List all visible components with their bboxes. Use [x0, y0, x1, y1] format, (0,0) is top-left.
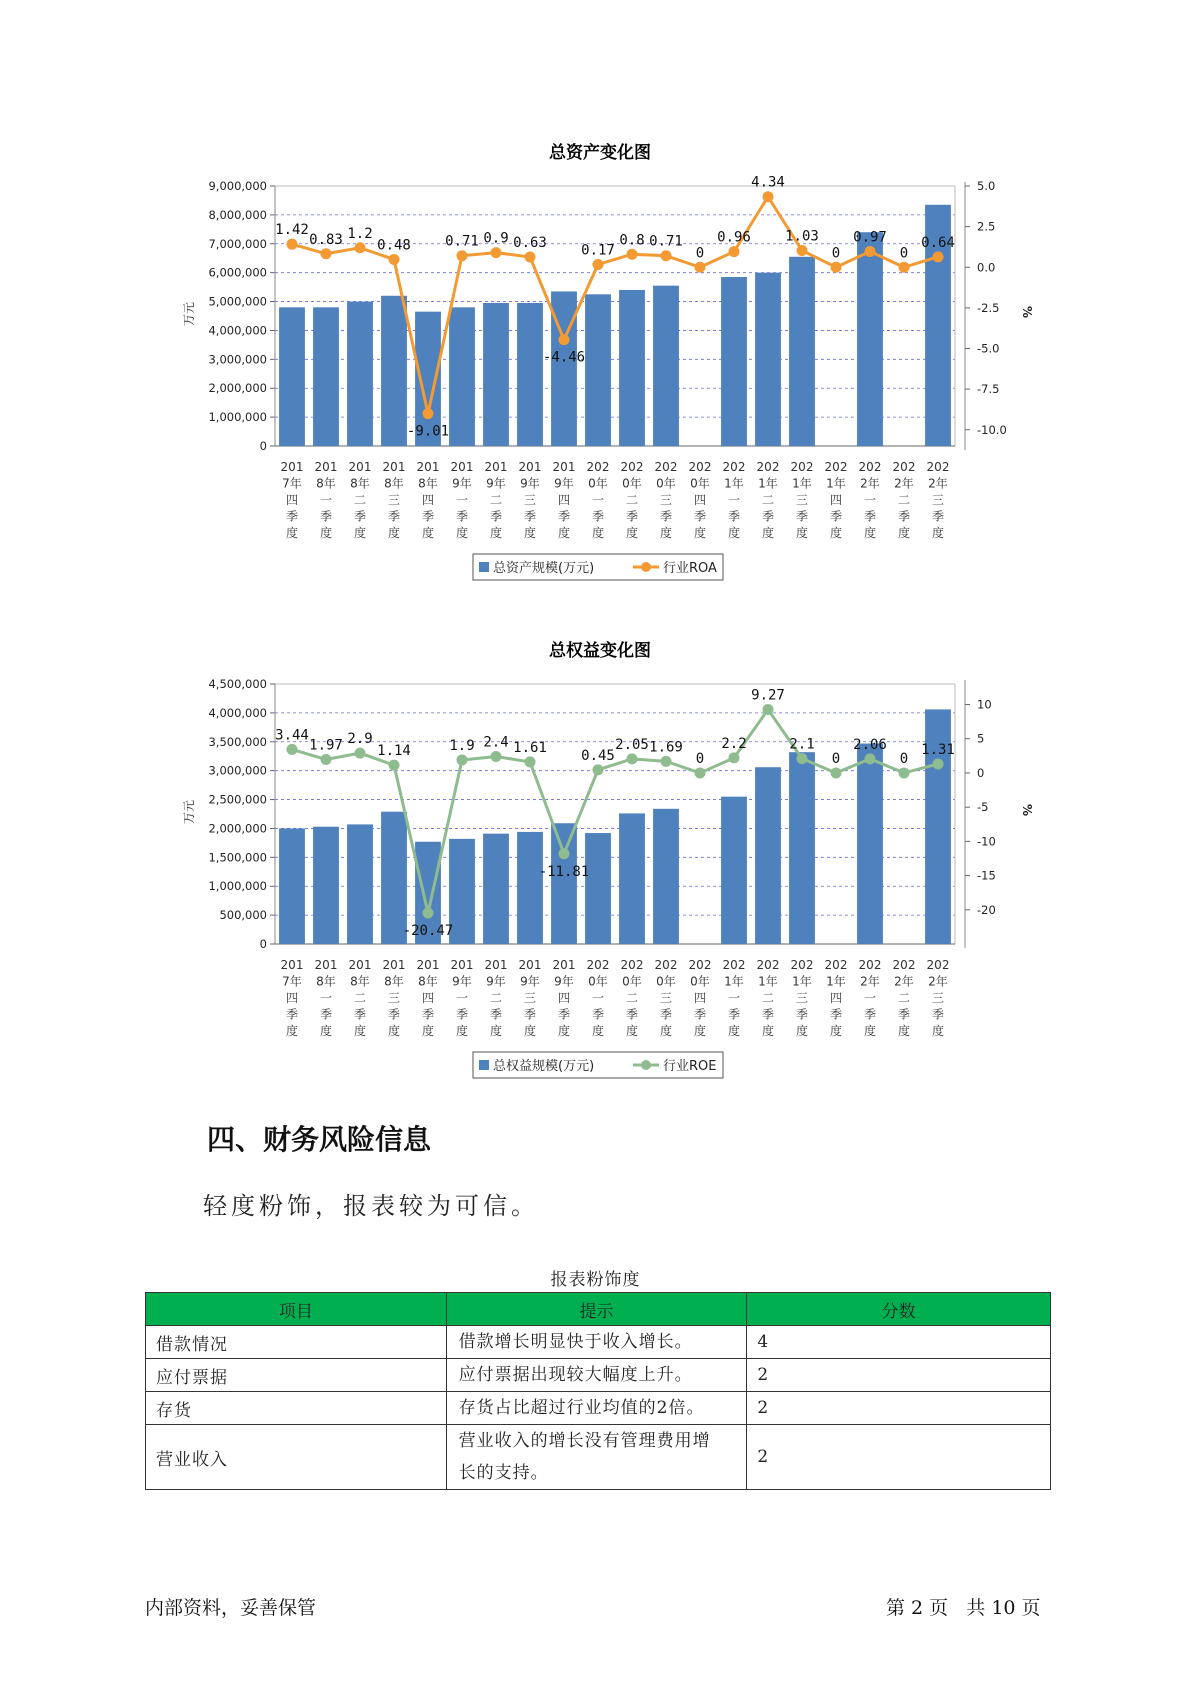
x-tick-label: 201 9年四季度 — [552, 958, 576, 1038]
ratio-point — [899, 262, 910, 273]
x-tick-label: 201 8年二季度 — [348, 958, 372, 1038]
data-label: 3.44 — [275, 727, 309, 744]
x-tick-label: 202 0年一季度 — [586, 958, 610, 1038]
data-label: 1.9 — [449, 737, 475, 754]
ratio-point — [763, 704, 774, 715]
bar — [619, 290, 645, 446]
legend-line-marker — [641, 1060, 651, 1070]
data-label: 1.14 — [377, 743, 411, 760]
data-label: -11.81 — [538, 863, 590, 880]
y-tick-label: 1,000,000 — [208, 879, 267, 894]
bar — [449, 307, 475, 446]
y2-tick-label: -10 — [977, 834, 996, 849]
bar — [755, 767, 781, 944]
data-label: 1.97 — [309, 737, 343, 754]
y2-tick-label: 10 — [977, 697, 992, 712]
ratio-point — [355, 748, 366, 759]
x-tick-label: 202 2年二季度 — [892, 460, 916, 540]
data-label: 9.27 — [751, 687, 785, 704]
x-tick-label: 202 1年三季度 — [790, 460, 814, 540]
ratio-point — [457, 754, 468, 765]
x-tick-label: 201 8年三季度 — [382, 460, 406, 540]
ratio-point — [593, 764, 604, 775]
table-header-cell: 提示 — [446, 1293, 747, 1326]
ratio-point — [865, 246, 876, 257]
y-tick-label: 6,000,000 — [208, 265, 267, 280]
x-tick-label: 202 0年四季度 — [688, 460, 712, 540]
total-equity-chart — [0, 628, 1191, 1098]
y2-tick-label: -7.5 — [977, 382, 1000, 397]
ratio-point — [321, 248, 332, 259]
footer-page-number: 第 2 页 共 10 页 — [886, 1597, 1041, 1619]
data-label: 0.8 — [619, 232, 645, 249]
x-tick-label: 202 0年二季度 — [620, 958, 644, 1038]
table-row — [146, 1359, 1051, 1392]
y2-tick-label: -20 — [977, 902, 996, 917]
legend-line-label: 行业ROE — [663, 1059, 717, 1074]
x-tick-label: 202 2年三季度 — [926, 958, 950, 1038]
bar — [483, 303, 509, 446]
data-label: 1.03 — [785, 228, 819, 245]
ratio-point — [831, 767, 842, 778]
x-tick-label: 202 2年三季度 — [926, 460, 950, 540]
data-label: 2.2 — [721, 735, 747, 752]
ratio-point — [695, 262, 706, 273]
x-tick-label: 202 1年四季度 — [824, 460, 848, 540]
ratio-point — [661, 250, 672, 261]
data-label: 0.17 — [581, 242, 615, 259]
y2-tick-label: 5 — [977, 731, 985, 746]
data-label: 1.69 — [649, 739, 683, 756]
ratio-point — [491, 247, 502, 258]
x-tick-label: 201 8年四季度 — [416, 958, 440, 1038]
y2-tick-label: -2.5 — [977, 300, 1000, 315]
table-header-cell: 分数 — [747, 1293, 1051, 1326]
legend-line-label: 行业ROA — [663, 561, 717, 576]
y2-tick-label: 2.5 — [977, 219, 996, 234]
y-tick-label: 3,000,000 — [208, 352, 267, 367]
data-label: 0.83 — [309, 231, 343, 248]
data-label: 0 — [899, 750, 909, 767]
ratio-point — [899, 767, 910, 778]
table-cell-score: 2 — [747, 1359, 1051, 1392]
table-header-row — [146, 1293, 1051, 1326]
ratio-point — [661, 756, 672, 767]
data-label: 0.64 — [921, 234, 955, 251]
ratio-point — [389, 254, 400, 265]
ratio-point — [763, 191, 774, 202]
table-row — [146, 1326, 1051, 1359]
y2-tick-label: 5.0 — [977, 179, 996, 193]
bar — [483, 834, 509, 944]
ratio-point — [389, 760, 400, 771]
y-tick-label: 9,000,000 — [208, 179, 267, 193]
y-tick-label: 2,000,000 — [208, 821, 267, 836]
ratio-point — [287, 744, 298, 755]
bar — [857, 232, 883, 446]
data-label: 1.42 — [275, 222, 309, 239]
x-tick-label: 202 0年四季度 — [688, 958, 712, 1038]
x-tick-label: 201 8年四季度 — [416, 460, 440, 540]
footer-confidential-note: 内部资料，妥善保管 — [145, 1597, 317, 1619]
data-label: 0.63 — [513, 235, 547, 252]
bar — [381, 296, 407, 446]
table-cell-score: 2 — [747, 1425, 1051, 1490]
ratio-point — [933, 758, 944, 769]
x-tick-label: 202 1年三季度 — [790, 958, 814, 1038]
y2-tick-label: 0 — [977, 765, 985, 780]
x-tick-label: 202 1年四季度 — [824, 958, 848, 1038]
data-label: 4.34 — [751, 174, 785, 191]
data-label: 0.71 — [445, 233, 479, 250]
y-tick-label: 0 — [259, 439, 267, 453]
data-label: 0.71 — [649, 233, 683, 250]
data-label: 0 — [695, 750, 705, 767]
table-cell-score: 4 — [747, 1326, 1051, 1359]
legend-line-marker — [641, 562, 651, 572]
data-label: -4.46 — [542, 349, 586, 366]
y-tick-label: 5,000,000 — [208, 294, 267, 309]
total-assets-chart — [0, 130, 1191, 600]
table-cell-score: 2 — [747, 1392, 1051, 1425]
y2-tick-label: 0.0 — [977, 260, 996, 275]
data-label: 2.9 — [347, 731, 373, 748]
chart-title: 总权益变化图 — [549, 641, 651, 661]
x-tick-label: 202 0年一季度 — [586, 460, 610, 540]
x-tick-label: 201 9年一季度 — [450, 958, 474, 1038]
bar — [721, 277, 747, 446]
ratio-point — [627, 753, 638, 764]
bar — [517, 303, 543, 446]
bar — [313, 827, 339, 944]
y-tick-label: 4,000,000 — [208, 323, 267, 338]
data-label: 0.97 — [853, 229, 887, 246]
ratio-point — [729, 752, 740, 763]
x-tick-label: 201 9年二季度 — [484, 958, 508, 1038]
x-tick-label: 201 7年四季度 — [280, 958, 304, 1038]
ratio-point — [423, 908, 434, 919]
x-tick-label: 202 2年一季度 — [858, 460, 882, 540]
x-tick-label: 202 0年三季度 — [654, 460, 678, 540]
ratio-point — [865, 753, 876, 764]
data-label: 2.05 — [615, 736, 649, 753]
x-tick-label: 202 1年二季度 — [756, 958, 780, 1038]
data-label: -20.47 — [402, 923, 454, 940]
table-row — [146, 1392, 1051, 1425]
y-tick-label: 0 — [259, 937, 267, 951]
legend-bar-swatch — [479, 1060, 489, 1070]
y-tick-label: 3,500,000 — [208, 734, 267, 749]
ratio-point — [797, 245, 808, 256]
data-label: 1.2 — [347, 225, 373, 242]
table-cell-hint: 存货占比超过行业均值的2倍。 — [446, 1392, 747, 1425]
table-cell-hint: 借款增长明显快于收入增长。 — [446, 1326, 747, 1359]
bar — [755, 273, 781, 446]
y2-tick-label: -5.0 — [977, 341, 1000, 356]
x-tick-label: 201 9年三季度 — [518, 958, 542, 1038]
x-tick-label: 202 1年一季度 — [722, 460, 746, 540]
table-row — [146, 1425, 1051, 1490]
bar — [585, 833, 611, 944]
table-header-cell: 项目 — [146, 1293, 447, 1326]
y-tick-label: 1,000,000 — [208, 410, 267, 425]
ratio-point — [355, 242, 366, 253]
ratio-point — [525, 252, 536, 263]
y-tick-label: 500,000 — [219, 908, 267, 923]
table-cell-item: 借款情况 — [146, 1326, 447, 1359]
y-tick-label: 2,000,000 — [208, 381, 267, 396]
chart-title: 总资产变化图 — [549, 143, 651, 163]
ratio-point — [559, 334, 570, 345]
table-caption: 报表粉饰度 — [550, 1270, 641, 1290]
y-tick-label: 2,500,000 — [208, 792, 267, 807]
y2-axis-label: % — [1020, 804, 1034, 817]
data-label: 0.45 — [581, 747, 615, 764]
ratio-point — [559, 848, 570, 859]
ratio-point — [627, 249, 638, 260]
y2-tick-label: -15 — [977, 868, 996, 883]
y-tick-label: 8,000,000 — [208, 207, 267, 222]
y2-tick-label: -5 — [977, 800, 989, 815]
section-heading: 四、财务风险信息 — [207, 1123, 432, 1156]
x-tick-label: 201 9年一季度 — [450, 460, 474, 540]
bar — [585, 294, 611, 446]
ratio-point — [321, 754, 332, 765]
bar — [279, 828, 305, 944]
risk-table — [145, 1292, 1051, 1490]
y-tick-label: 3,000,000 — [208, 763, 267, 778]
x-tick-label: 202 0年二季度 — [620, 460, 644, 540]
bar — [279, 307, 305, 446]
bar — [619, 813, 645, 944]
bar — [517, 832, 543, 944]
data-label: 0.9 — [483, 230, 509, 247]
bar — [789, 752, 815, 944]
x-tick-label: 201 9年三季度 — [518, 460, 542, 540]
table-cell-hint-line: 长的支持。 — [458, 1463, 549, 1483]
table-cell-item: 存货 — [146, 1392, 447, 1425]
x-tick-label: 202 1年二季度 — [756, 460, 780, 540]
y2-axis-label: % — [1020, 306, 1034, 319]
legend-bar-swatch — [479, 562, 489, 572]
ratio-point — [729, 246, 740, 257]
legend-bar-label: 总资产规模(万元) — [493, 561, 595, 576]
bar — [653, 809, 679, 944]
data-label: 0.48 — [377, 237, 411, 254]
x-tick-label: 202 2年一季度 — [858, 958, 882, 1038]
y2-tick-label: -10.0 — [977, 422, 1007, 437]
ratio-point — [287, 239, 298, 250]
y-tick-label: 1,500,000 — [208, 850, 267, 865]
y-tick-label: 7,000,000 — [208, 236, 267, 251]
ratio-point — [491, 751, 502, 762]
ratio-point — [933, 251, 944, 262]
table-cell-hint — [446, 1425, 747, 1490]
ratio-point — [831, 262, 842, 273]
data-label: 1.61 — [513, 739, 547, 756]
bar — [313, 307, 339, 446]
bar — [857, 744, 883, 944]
bar — [347, 302, 373, 446]
x-tick-label: 201 8年二季度 — [348, 460, 372, 540]
data-label: -9.01 — [406, 423, 450, 440]
x-tick-label: 202 2年二季度 — [892, 958, 916, 1038]
bar — [789, 257, 815, 446]
data-label: 0 — [695, 245, 705, 262]
data-label: 0.96 — [717, 229, 751, 246]
y-axis-label: 万元 — [182, 301, 196, 326]
x-tick-label: 202 1年一季度 — [722, 958, 746, 1038]
data-label: 2.1 — [789, 736, 815, 753]
bar — [721, 797, 747, 944]
bar — [551, 823, 577, 944]
ratio-point — [593, 259, 604, 270]
data-label: 2.4 — [483, 734, 509, 751]
x-tick-label: 201 9年二季度 — [484, 460, 508, 540]
legend-bar-label: 总权益规模(万元) — [493, 1059, 595, 1074]
x-tick-label: 201 8年三季度 — [382, 958, 406, 1038]
table-cell-hint-line: 营业收入的增长没有管理费用增 — [458, 1431, 711, 1451]
x-tick-label: 201 9年四季度 — [552, 460, 576, 540]
table-cell-hint: 应付票据出现较大幅度上升。 — [446, 1359, 747, 1392]
x-tick-label: 202 0年三季度 — [654, 958, 678, 1038]
data-label: 1.31 — [921, 741, 955, 758]
data-label: 0 — [899, 245, 909, 262]
bar — [653, 286, 679, 446]
data-label: 2.06 — [853, 736, 887, 753]
x-tick-label: 201 7年四季度 — [280, 460, 304, 540]
ratio-point — [797, 753, 808, 764]
bar — [347, 824, 373, 944]
ratio-point — [457, 250, 468, 261]
x-tick-label: 201 8年一季度 — [314, 460, 338, 540]
table-cell-item: 应付票据 — [146, 1359, 447, 1392]
x-tick-label: 201 8年一季度 — [314, 958, 338, 1038]
y-tick-label: 4,500,000 — [208, 677, 267, 691]
data-label: 0 — [831, 750, 841, 767]
table-cell-item: 营业收入 — [146, 1425, 447, 1490]
ratio-point — [423, 408, 434, 419]
ratio-point — [525, 756, 536, 767]
risk-conclusion: 轻度粉饰，报表较为可信。 — [203, 1192, 539, 1220]
ratio-point — [695, 767, 706, 778]
y-tick-label: 4,000,000 — [208, 705, 267, 720]
y-axis-label: 万元 — [182, 799, 196, 824]
data-label: 0 — [831, 245, 841, 262]
